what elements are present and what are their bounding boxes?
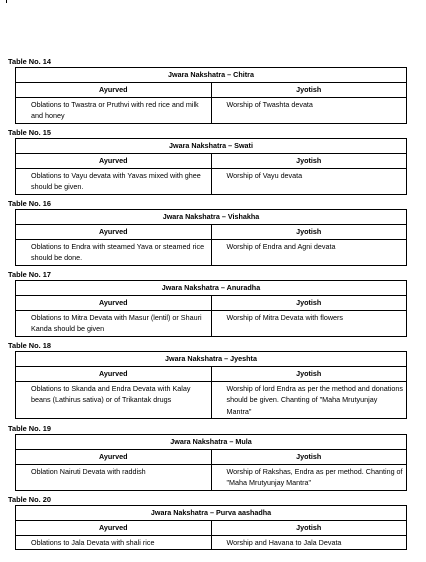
col-ayurved-header: Ayurved bbox=[16, 367, 212, 382]
jyotish-cell: Worship of Endra and Agni devata bbox=[211, 239, 407, 265]
table-label: Table No. 20 bbox=[8, 495, 51, 504]
col-jyotish-header: Jyotish bbox=[211, 450, 407, 465]
table-title: Jwara Nakshatra – Vishakha bbox=[16, 210, 407, 225]
ayurved-cell: Oblations to Mitra Devata with Masur (lentil) or Shauri Kanda should be given bbox=[16, 310, 212, 336]
jyotish-cell: Worship of Rakshas, Endra as per method. Chanting of "Maha Mrutyunjay Mantra" bbox=[211, 464, 407, 490]
ayurved-cell: Oblations to Endra with steamed Yava or steamed rice should be done. bbox=[16, 239, 212, 265]
table-18-block bbox=[8, 341, 402, 424]
col-ayurved-header: Ayurved bbox=[16, 225, 212, 240]
table-14 bbox=[15, 67, 407, 124]
col-ayurved-header: Ayurved bbox=[16, 521, 212, 536]
col-jyotish-header: Jyotish bbox=[211, 367, 407, 382]
jyotish-cell: Worship of Mitra Devata with flowers bbox=[211, 310, 407, 336]
col-jyotish-header: Jyotish bbox=[211, 296, 407, 311]
table-15-block bbox=[8, 128, 402, 199]
col-jyotish-header: Jyotish bbox=[211, 225, 407, 240]
ayurved-cell: Oblations to Twastra or Pruthvi with red rice and milk and honey bbox=[16, 97, 212, 123]
table-title: Jwara Nakshatra – Mula bbox=[16, 435, 407, 450]
table-title: Jwara Nakshatra – Jyeshta bbox=[16, 352, 407, 367]
col-jyotish-header: Jyotish bbox=[211, 521, 407, 536]
table-19-block bbox=[8, 424, 402, 495]
ayurved-cell: Oblation Nairuti Devata with raddish bbox=[16, 464, 212, 490]
jyotish-cell: Worship and Havana to Jala Devata bbox=[211, 535, 407, 550]
col-ayurved-header: Ayurved bbox=[16, 83, 212, 98]
table-label: Table No. 17 bbox=[8, 270, 51, 279]
table-title: Jwara Nakshatra – Purva aashadha bbox=[16, 506, 407, 521]
table-title: Jwara Nakshatra – Chitra bbox=[16, 68, 407, 83]
ayurved-cell: Oblations to Vayu devata with Yavas mixed with ghee should be given. bbox=[16, 168, 212, 194]
table-16 bbox=[15, 209, 407, 266]
table-17 bbox=[15, 280, 407, 337]
table-14-block bbox=[8, 57, 402, 128]
col-jyotish-header: Jyotish bbox=[211, 83, 407, 98]
document-body bbox=[8, 57, 402, 555]
text-cursor bbox=[6, 0, 7, 3]
col-ayurved-header: Ayurved bbox=[16, 450, 212, 465]
table-16-block bbox=[8, 199, 402, 270]
table-18 bbox=[15, 351, 407, 419]
table-19 bbox=[15, 434, 407, 491]
jyotish-cell: Worship of Twashta devata bbox=[211, 97, 407, 123]
table-15 bbox=[15, 138, 407, 195]
table-label: Table No. 14 bbox=[8, 57, 51, 66]
table-title: Jwara Nakshatra – Anuradha bbox=[16, 281, 407, 296]
col-ayurved-header: Ayurved bbox=[16, 154, 212, 169]
table-title: Jwara Nakshatra – Swati bbox=[16, 139, 407, 154]
table-label: Table No. 15 bbox=[8, 128, 51, 137]
jyotish-cell: Worship of lord Endra as per the method and donations should be given. Chanting of "Maha Mrutyunjay Mantra" bbox=[211, 381, 407, 419]
col-ayurved-header: Ayurved bbox=[16, 296, 212, 311]
table-17-block bbox=[8, 270, 402, 341]
table-label: Table No. 18 bbox=[8, 341, 51, 350]
table-20-block bbox=[8, 495, 402, 555]
table-label: Table No. 19 bbox=[8, 424, 51, 433]
ayurved-cell: Oblations to Jala Devata with shali rice bbox=[16, 535, 212, 550]
ayurved-cell: Oblations to Skanda and Endra Devata with Kalay beans (Lathirus sativa) or of Trikantak drugs bbox=[16, 381, 212, 419]
col-jyotish-header: Jyotish bbox=[211, 154, 407, 169]
table-20 bbox=[15, 505, 407, 550]
table-label: Table No. 16 bbox=[8, 199, 51, 208]
jyotish-cell: Worship of Vayu devata bbox=[211, 168, 407, 194]
